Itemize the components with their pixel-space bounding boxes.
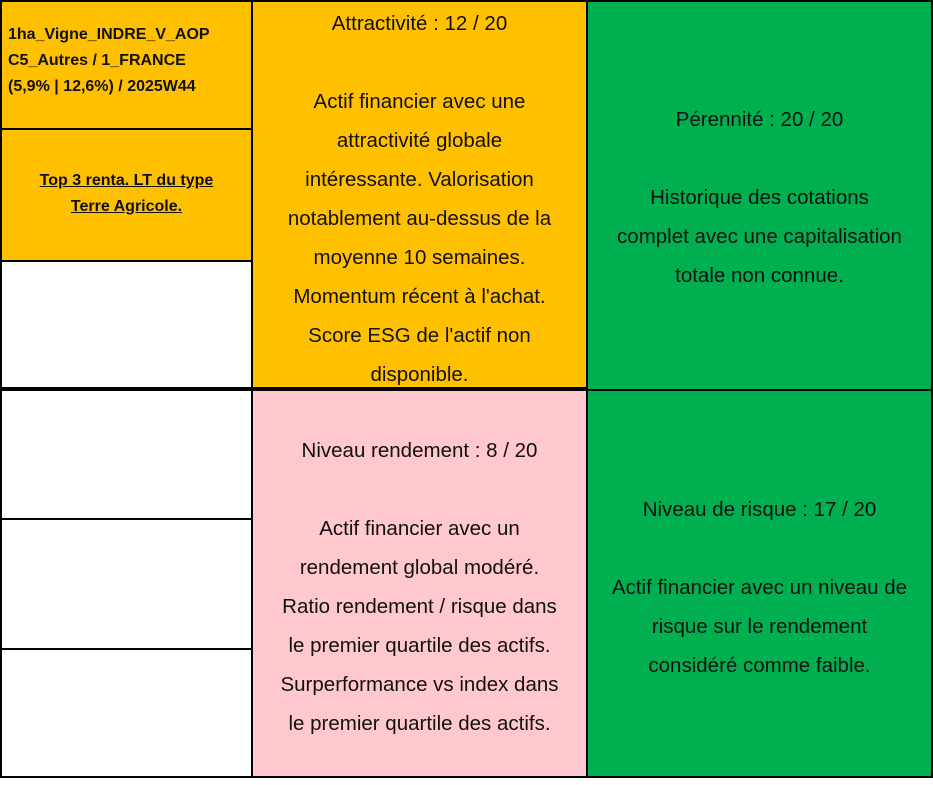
empty-cell-2: [0, 389, 253, 520]
perennite-line: Historique des cotations: [650, 186, 869, 209]
rendement-cell: [251, 389, 588, 778]
attractivite-cell: [251, 0, 588, 389]
risque-line: considéré comme faible.: [648, 654, 871, 677]
attractivite-line: moyenne 10 semaines.: [313, 246, 526, 269]
asset-name: 1ha_Vigne_INDRE_V_AOP: [8, 26, 210, 43]
perennite-line: totale non connue.: [675, 264, 844, 287]
attractivite-title: Attractivité : 12 / 20: [331, 12, 508, 35]
risque-text: [588, 490, 931, 685]
attractivite-text: [253, 4, 586, 394]
empty-cell-1: [0, 260, 253, 389]
attractivite-line: disponible.: [370, 363, 469, 386]
rendement-line: le premier quartile des actifs.: [288, 712, 551, 735]
attractivite-line: intéressante. Valorisation: [305, 168, 534, 191]
attractivite-line: Actif financier avec une: [313, 90, 526, 113]
risque-line: risque sur le rendement: [651, 615, 868, 638]
risque-title: Niveau de risque : 17 / 20: [642, 498, 877, 521]
risque-cell: [586, 389, 933, 778]
top3-line-1: Top 3 renta. LT du type: [39, 172, 214, 189]
rendement-text: [253, 431, 586, 743]
top3-cell: [0, 128, 253, 262]
rendement-title: Niveau rendement : 8 / 20: [301, 439, 538, 462]
asset-category: C5_Autres / 1_FRANCE: [8, 52, 186, 69]
top3-line-2: Terre Agricole.: [70, 198, 183, 215]
perennite-cell: [586, 0, 933, 391]
attractivite-line: Momentum récent à l'achat.: [293, 285, 546, 308]
rendement-line: rendement global modéré.: [299, 556, 540, 579]
attractivite-line: attractivité globale: [336, 129, 503, 152]
attractivite-line: Score ESG de l'actif non: [308, 324, 531, 347]
asset-performance: (5,9% | 12,6%) / 2025W44: [8, 78, 196, 95]
top3-label: [2, 168, 251, 220]
rendement-line: Surperformance vs index dans: [280, 673, 559, 696]
asset-info-cell: [0, 0, 253, 130]
risque-line: Actif financier avec un niveau de: [611, 576, 908, 599]
attractivite-line: notablement au-dessus de la: [287, 207, 552, 230]
empty-cell-3: [0, 518, 253, 650]
empty-cell-4: [0, 648, 253, 778]
rendement-line: Ratio rendement / risque dans: [282, 595, 557, 618]
perennite-line: complet avec une capitalisation: [617, 225, 902, 248]
perennite-text: [588, 100, 931, 295]
perennite-title: Pérennité : 20 / 20: [675, 108, 844, 131]
rendement-line: le premier quartile des actifs.: [288, 634, 551, 657]
rendement-line: Actif financier avec un: [319, 517, 520, 540]
